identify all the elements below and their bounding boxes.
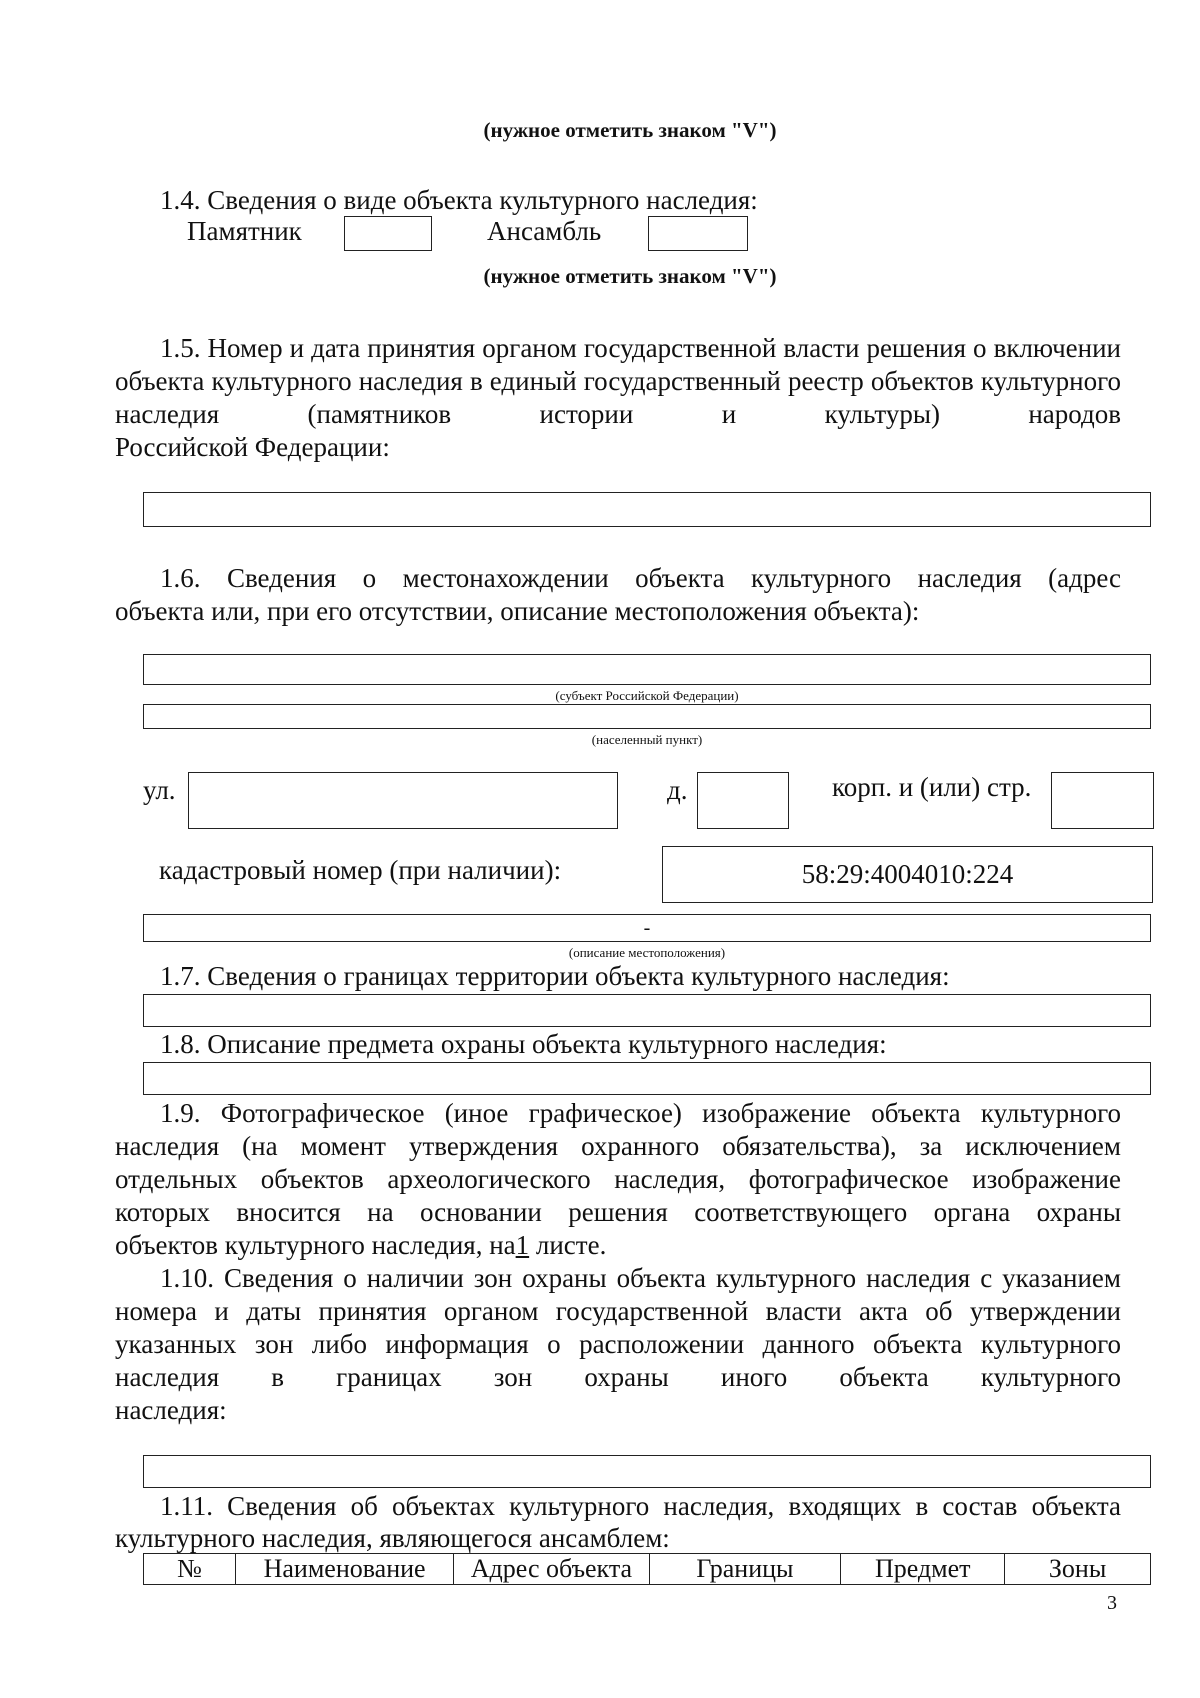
subject-rf-caption: (субъект Российской Федерации) bbox=[555, 688, 739, 703]
registry-decision-field[interactable] bbox=[143, 492, 1151, 527]
mark-note-bottom: (нужное отметить знаком "V") bbox=[483, 264, 777, 288]
location-description-field[interactable] bbox=[143, 914, 1151, 942]
cadastral-label: кадастровый номер (при наличии): bbox=[159, 855, 562, 885]
location-description-value: - bbox=[643, 916, 651, 939]
section-1-11-text: 1.11. Сведения об объектах культурного наследия, входящих в состав объекта bbox=[160, 1491, 1121, 1521]
location-description-caption: (описание местоположения) bbox=[568, 945, 726, 960]
option-ensemble-label: Ансамбль bbox=[487, 216, 602, 246]
locality-field[interactable] bbox=[143, 704, 1151, 729]
col-zones: Зоны bbox=[1005, 1554, 1151, 1585]
col-subject: Предмет bbox=[841, 1554, 1005, 1585]
section-1-6-text-last: объекта или, при его отсутствии, описание местоположения объекта): bbox=[115, 596, 920, 626]
section-1-9-text: 1.9. Фотографическое (иное графическое) изображение объекта культурного наследия (на момент утверждения охранного обязательства), за исключением отдельных объектов археологического наследия, фотографическое изображение которых вносится на основании решения соответствующего органа охраны bbox=[115, 1098, 1121, 1227]
monument-checkbox[interactable] bbox=[344, 216, 432, 251]
territory-borders-field[interactable] bbox=[143, 994, 1151, 1027]
building-label: корп. и (или) стр. bbox=[832, 772, 1032, 802]
cadastral-number-field[interactable] bbox=[662, 846, 1153, 903]
street-field[interactable] bbox=[188, 772, 618, 829]
mark-note-top: (нужное отметить знаком "V") bbox=[483, 118, 777, 142]
sheets-count: 1 bbox=[515, 1230, 530, 1260]
section-1-6-text: 1.6. Сведения о местонахождении объекта культурного наследия (адрес bbox=[160, 563, 1121, 593]
option-monument-label: Памятник bbox=[187, 216, 302, 246]
section-1-11-text-last: культурного наследия, являющегося ансамблем: bbox=[115, 1523, 670, 1553]
protection-zones-field[interactable] bbox=[143, 1455, 1151, 1488]
ensemble-checkbox[interactable] bbox=[648, 216, 748, 251]
section-1-7-title: 1.7. Сведения о границах территории объекта культурного наследия: bbox=[160, 961, 950, 991]
section-1-10-text: 1.10. Сведения о наличии зон охраны объекта культурного наследия с указанием номера и даты принятия органом государственной власти акта об утверждении указанных зон либо информация о расположении данного объекта культурного наследия в границах зон охраны иного объекта культурного bbox=[115, 1263, 1121, 1392]
page-number: 3 bbox=[1107, 1592, 1117, 1614]
table-header-row bbox=[144, 1554, 1151, 1585]
subject-rf-field[interactable] bbox=[143, 654, 1151, 685]
house-field[interactable] bbox=[697, 772, 789, 829]
street-label: ул. bbox=[143, 775, 176, 805]
section-1-4-title: 1.4. Сведения о виде объекта культурного наследия: bbox=[160, 185, 758, 215]
house-label: д. bbox=[667, 775, 688, 805]
building-field[interactable] bbox=[1051, 772, 1154, 829]
section-1-10-text-last: наследия: bbox=[115, 1395, 227, 1425]
ensemble-objects-table bbox=[143, 1553, 1151, 1585]
col-number: № bbox=[144, 1554, 236, 1585]
protection-subject-field[interactable] bbox=[143, 1062, 1151, 1095]
section-1-8-title: 1.8. Описание предмета охраны объекта культурного наследия: bbox=[160, 1029, 887, 1059]
col-address: Адрес объекта bbox=[454, 1554, 649, 1585]
section-1-9-text-last bbox=[115, 1229, 606, 1262]
section-1-5-text: 1.5. Номер и дата принятия органом государственной власти решения о включении объекта культурного наследия в единый государственный реестр объектов культурного наследия (памятников истории и культуры) народов bbox=[115, 333, 1121, 429]
locality-caption: (населенный пункт) bbox=[591, 732, 703, 747]
section-1-9-text-last-b: листе. bbox=[529, 1230, 607, 1260]
section-1-9-text-last-a: объектов культурного наследия, на bbox=[115, 1230, 516, 1260]
section-1-5-text-last: Российской Федерации: bbox=[115, 432, 390, 462]
col-name: Наименование bbox=[236, 1554, 454, 1585]
col-borders: Границы bbox=[649, 1554, 841, 1585]
cadastral-number-value: 58:29:4004010:224 bbox=[801, 859, 1014, 889]
